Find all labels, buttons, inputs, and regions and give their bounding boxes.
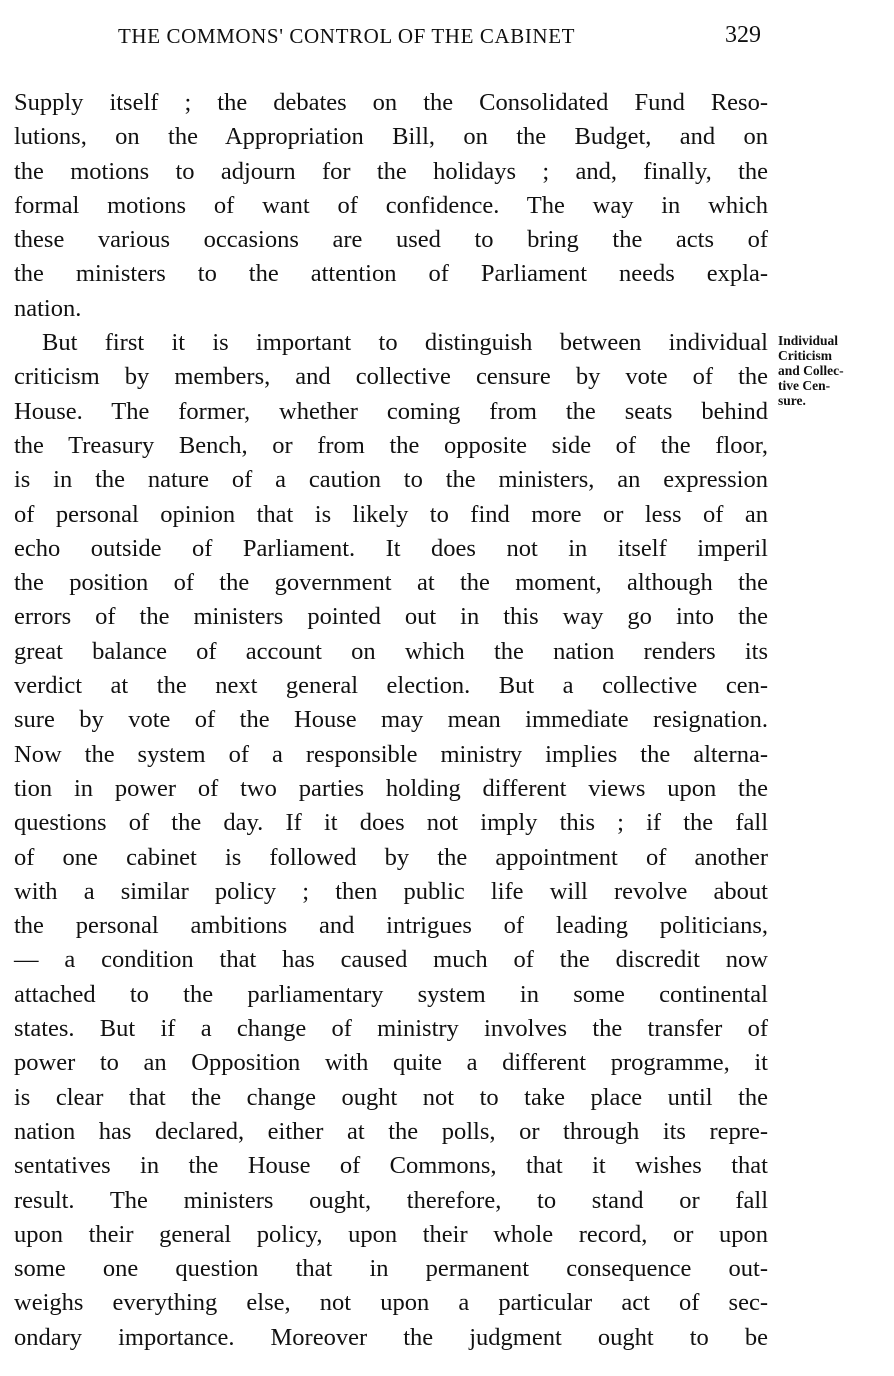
text-line: sure by vote of the House may mean immediate resignation. (14, 706, 768, 734)
text-line: errors of the ministers pointed out in this way go into the (14, 603, 768, 631)
text-line: great balance of account on which the nation renders its (14, 637, 768, 665)
marginal-note-line: Individual (778, 333, 839, 348)
marginal-note (778, 333, 888, 408)
running-title: THE COMMONS' CONTROL OF THE CABINET (118, 24, 576, 48)
text-line: verdict at the next general election. But a collective cen- (14, 672, 768, 700)
text-line: ondary importance. Moreover the judgment ought to be (14, 1323, 768, 1351)
text-line: the position of the government at the moment, although the (14, 569, 768, 597)
text-line: lutions, on the Appropriation Bill, on the Budget, and on (14, 123, 768, 151)
text-line: attached to the parliamentary system in some continental (14, 980, 768, 1008)
text-line: weighs everything else, not upon a particular act of sec- (14, 1289, 768, 1317)
text-line: upon their general policy, upon their whole record, or upon (14, 1220, 768, 1248)
text-line: states. But if a change of ministry involves the transfer of (14, 1015, 768, 1043)
running-header (0, 24, 894, 54)
text-line: House. The former, whether coming from the seats behind (14, 397, 768, 425)
marginal-note-line: tive Cen- (778, 378, 831, 393)
marginal-note-line: Criticism (778, 348, 832, 363)
text-line: tion in power of two parties holding different views upon the (14, 774, 768, 802)
text-line: the ministers to the attention of Parliament needs expla- (14, 260, 768, 288)
text-line: result. The ministers ought, therefore, to stand or fall (14, 1186, 768, 1214)
body-text (14, 86, 768, 1355)
paragraph-first-line: But first it is important to distinguish between individual (42, 329, 768, 357)
text-line: sentatives in the House of Commons, that it wishes that (14, 1152, 768, 1180)
text-line: echo outside of Parliament. It does not in itself imperil (14, 534, 768, 562)
marginal-note-line: and Collec- (778, 363, 844, 378)
text-line: the motions to adjourn for the holidays ; and, finally, the (14, 157, 768, 185)
text-line: the Treasury Bench, or from the opposite side of the floor, (14, 431, 768, 459)
text-line: these various occasions are used to bring the acts of (14, 226, 768, 254)
text-line: nation. (14, 294, 82, 322)
page-number: 329 (725, 22, 761, 48)
text-line: questions of the day. If it does not imply this ; if the fall (14, 809, 768, 837)
text-line: Now the system of a responsible ministry implies the alterna- (14, 740, 768, 768)
text-line: some one question that in permanent consequence out- (14, 1255, 768, 1283)
text-line: is clear that the change ought not to take place until the (14, 1083, 768, 1111)
text-line: with a similar policy ; then public life will revolve about (14, 877, 768, 905)
marginal-note-line: sure. (778, 393, 806, 408)
text-line: — a condition that has caused much of the discredit now (14, 946, 768, 974)
text-line: criticism by members, and collective censure by vote of the (14, 363, 768, 391)
text-line: of personal opinion that is likely to find more or less of an (14, 500, 768, 528)
text-line: Supply itself ; the debates on the Consolidated Fund Reso- (14, 89, 768, 116)
text-line: of one cabinet is followed by the appointment of another (14, 843, 768, 871)
text-line: power to an Opposition with quite a different programme, it (14, 1049, 768, 1077)
text-line: the personal ambitions and intrigues of leading politicians, (14, 912, 768, 940)
text-line: is in the nature of a caution to the ministers, an expression (14, 466, 768, 494)
text-line: nation has declared, either at the polls, or through its repre- (14, 1117, 768, 1145)
text-line: formal motions of want of confidence. The way in which (14, 191, 768, 219)
